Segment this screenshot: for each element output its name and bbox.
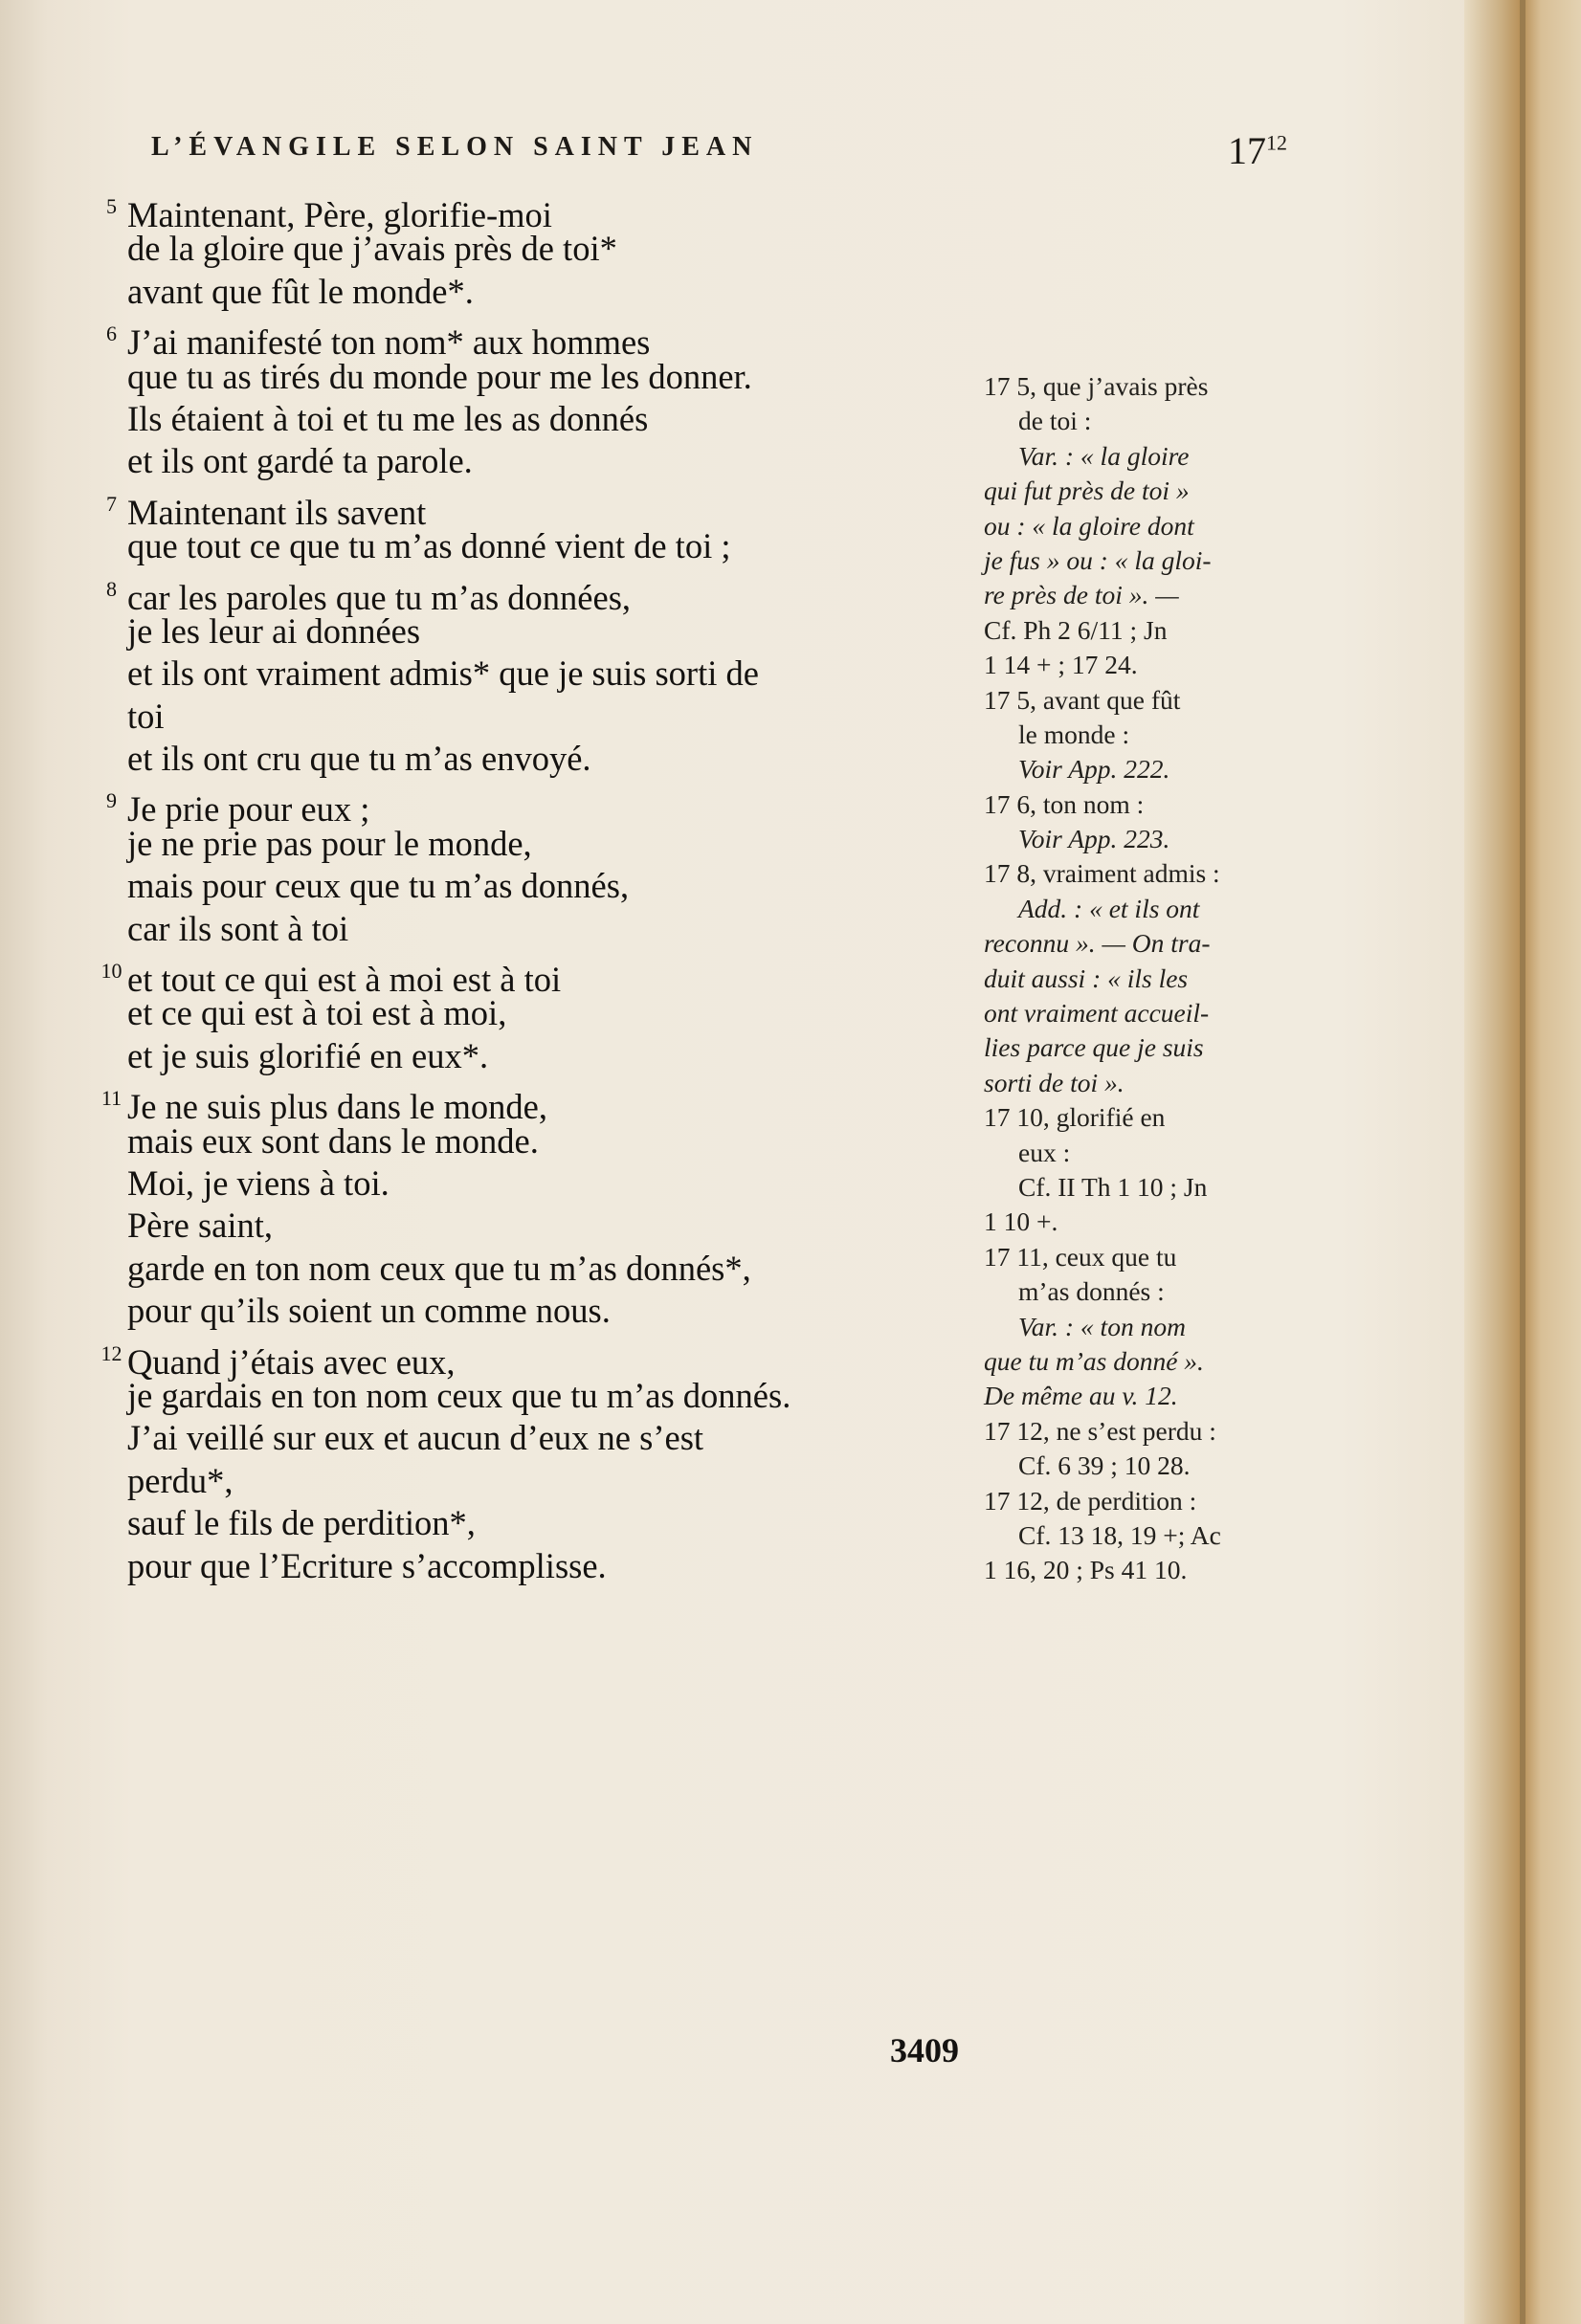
note-text: Var. : « ton nom	[1018, 1311, 1186, 1341]
verse-line	[96, 228, 976, 270]
note-line	[984, 1553, 1295, 1587]
note-text: De même au v. 12.	[984, 1381, 1178, 1411]
verse-text: et ils ont vraiment admis* que je suis sorti de	[127, 653, 759, 694]
verse-line	[96, 738, 976, 780]
verse-line	[96, 1375, 976, 1417]
note-line	[984, 613, 1295, 648]
note-text: de toi :	[1018, 406, 1092, 436]
verse-text: je gardais en ton nom ceux que tu m’as donnés.	[127, 1375, 791, 1415]
verse-line	[96, 992, 976, 1034]
note-text: 17 12, de perdition :	[984, 1485, 1197, 1516]
verse-text: car ils sont à toi	[127, 908, 349, 948]
verse-line-12	[96, 1333, 976, 1382]
verse-line-10	[96, 950, 976, 1000]
verse-line	[96, 1248, 976, 1290]
note-line	[984, 1344, 1295, 1379]
verse-text: sauf le fils de perdition*,	[127, 1503, 476, 1543]
verse-line	[96, 653, 976, 695]
verse-text: que tu as tirés du monde pour me les donner.	[127, 356, 752, 396]
note-text: lies parce que je suis	[984, 1032, 1204, 1063]
verse-line	[96, 398, 976, 440]
verse-text: Moi, je viens à toi.	[127, 1162, 390, 1203]
verse-line	[96, 1502, 976, 1544]
verse-line	[96, 271, 976, 313]
note-line	[984, 996, 1295, 1030]
note-text: sorti de toi ».	[984, 1067, 1125, 1097]
note-text: duit aussi : « ils les	[984, 963, 1189, 993]
verse-line	[96, 908, 976, 950]
note-line	[984, 1205, 1295, 1239]
note-line	[984, 1240, 1295, 1274]
verse-line-8	[96, 568, 976, 617]
verse-number: 6	[106, 321, 117, 346]
verse-number: 10	[100, 959, 122, 984]
note-line	[984, 1170, 1295, 1205]
verse-number: 7	[106, 491, 117, 516]
note-text: Cf. 13 18, 19 +; Ac	[1018, 1519, 1221, 1550]
note-text: que tu m’as donné ».	[984, 1345, 1204, 1376]
note-text: Cf. Ph 2 6/11 ; Jn	[984, 614, 1168, 645]
note-text: Voir App. 223.	[1018, 824, 1170, 854]
note-text: re près de toi ». —	[984, 580, 1179, 610]
note-text: ont vraiment accueil-	[984, 998, 1210, 1029]
note-text: ou : « la gloire dont	[984, 510, 1194, 541]
note-line	[984, 369, 1295, 404]
note-line	[984, 1449, 1295, 1483]
verse-text: Maintenant ils savent	[127, 492, 427, 532]
note-line	[984, 752, 1295, 786]
note-text: Cf. II Th 1 10 ; Jn	[1018, 1171, 1208, 1202]
note-line	[984, 856, 1295, 891]
verse-text: Quand j’étais avec eux,	[127, 1341, 456, 1382]
note-line	[984, 543, 1295, 578]
note-line	[984, 926, 1295, 961]
verse-number: 12	[100, 1340, 122, 1365]
note-line	[984, 1100, 1295, 1135]
note-text: reconnu ». — On tra-	[984, 928, 1211, 959]
note-line	[984, 892, 1295, 926]
verse-line	[96, 865, 976, 907]
note-text: 17 12, ne s’est perdu :	[984, 1415, 1216, 1446]
running-title: L’ÉVANGILE SELON SAINT JEAN	[151, 132, 759, 162]
chapter-verse-reference	[1228, 128, 1287, 173]
verse-line	[96, 1120, 976, 1162]
verse-text: J’ai veillé sur eux et aucun d’eux ne s’est	[127, 1418, 704, 1458]
verse-line	[96, 356, 976, 398]
note-text: 1 10 +.	[984, 1206, 1058, 1237]
verse-number: 9	[106, 788, 117, 813]
verse-text: de la gloire que j’avais près de toi*	[127, 229, 617, 269]
verse-line	[96, 1460, 976, 1502]
note-line	[984, 1518, 1295, 1553]
note-line	[984, 1379, 1295, 1413]
verse-text: J’ai manifesté ton nom* aux hommes	[127, 322, 651, 363]
note-line	[984, 648, 1295, 682]
verse-text: et ils ont cru que tu m’as envoyé.	[127, 739, 591, 779]
verse-number: 8	[106, 576, 117, 601]
note-line	[984, 404, 1295, 438]
note-line	[984, 822, 1295, 856]
verse-text: mais eux sont dans le monde.	[127, 1120, 539, 1161]
verse-text: et tout ce qui est à moi est à toi	[127, 960, 562, 1000]
note-text: 17 5, avant que fût	[984, 684, 1181, 715]
verse-text: toi	[127, 696, 165, 736]
verse-number: 5	[106, 194, 117, 218]
note-line	[984, 578, 1295, 612]
verse-line-11	[96, 1077, 976, 1127]
note-text: 17 5, que j’avais près	[984, 371, 1209, 401]
note-line	[984, 1274, 1295, 1309]
verse-line-9	[96, 780, 976, 830]
verse-line-7	[96, 483, 976, 532]
verse-text: je ne prie pas pour le monde,	[127, 823, 532, 863]
verse-text: Ils étaient à toi et tu me les as donnés	[127, 398, 649, 438]
verse-text: pour que l’Ecriture s’accomplisse.	[127, 1545, 607, 1585]
note-text: 17 8, vraiment admis :	[984, 858, 1220, 889]
verse-text: et ce qui est à toi est à moi,	[127, 993, 507, 1033]
note-text: je fus » ou : « la gloi-	[984, 544, 1212, 575]
note-line	[984, 1414, 1295, 1449]
verse-text: Père saint,	[127, 1206, 274, 1246]
verse-text: pour qu’ils soient un comme nous.	[127, 1291, 611, 1331]
chapter-number: 17	[1228, 129, 1266, 172]
note-line	[984, 1066, 1295, 1100]
note-text: 17 11, ceux que tu	[984, 1241, 1177, 1272]
verse-line	[96, 1417, 976, 1459]
verse-text: car les paroles que tu m’as données,	[127, 577, 632, 617]
verse-line	[96, 1290, 976, 1332]
note-text: qui fut près de toi »	[984, 476, 1190, 506]
verse-text: Maintenant, Père, glorifie-moi	[127, 195, 552, 234]
note-text: 17 6, ton nom :	[984, 788, 1145, 819]
note-line	[984, 718, 1295, 752]
note-text: Voir App. 222.	[1018, 754, 1170, 785]
note-text: Var. : « la gloire	[1018, 440, 1190, 471]
verse-line	[96, 1545, 976, 1587]
verse-text: perdu*,	[127, 1460, 234, 1500]
note-text: Cf. 6 39 ; 10 28.	[1018, 1450, 1191, 1481]
page-edge-line	[1520, 0, 1525, 2324]
verse-line-6	[96, 313, 976, 363]
verse-line	[96, 823, 976, 865]
note-line	[984, 683, 1295, 718]
note-line	[984, 962, 1295, 996]
verse-text: que tout ce que tu m’as donné vient de toi ;	[127, 526, 731, 566]
verse-number: 12	[1266, 130, 1287, 155]
note-line	[984, 787, 1295, 822]
note-text: eux :	[1018, 1137, 1071, 1167]
verse-number: 11	[100, 1086, 122, 1111]
scripture-text	[96, 186, 976, 1587]
verse-text: je les leur ai données	[127, 610, 421, 651]
verse-line	[96, 440, 976, 482]
verse-line-5	[96, 186, 976, 234]
verse-line	[96, 525, 976, 567]
note-line	[984, 1484, 1295, 1518]
verse-line	[96, 696, 976, 738]
verse-text: Je prie pour eux ;	[127, 789, 370, 830]
note-line	[984, 1310, 1295, 1344]
verse-text: et je suis glorifié en eux*.	[127, 1035, 489, 1075]
note-text: le monde :	[1018, 719, 1130, 749]
verse-text: et ils ont gardé ta parole.	[127, 441, 473, 481]
note-line	[984, 474, 1295, 508]
verse-line	[96, 1205, 976, 1247]
verse-line	[96, 1035, 976, 1077]
page-number: 3409	[890, 2031, 959, 2069]
verse-text: garde en ton nom ceux que tu m’as donnés*,	[127, 1248, 751, 1288]
verse-text: mais pour ceux que tu m’as donnés,	[127, 866, 630, 906]
verse-line	[96, 1162, 976, 1205]
marginal-notes	[984, 369, 1295, 1588]
verse-text: avant que fût le monde*.	[127, 271, 474, 311]
note-text: 1 14 + ; 17 24.	[984, 650, 1138, 680]
note-line	[984, 509, 1295, 543]
note-line	[984, 1030, 1295, 1065]
note-line	[984, 439, 1295, 474]
note-text: m’as donnés :	[1018, 1276, 1165, 1307]
note-text: 17 10, glorifié en	[984, 1102, 1166, 1133]
note-text: Add. : « et ils ont	[1018, 893, 1200, 923]
note-line	[984, 1136, 1295, 1170]
verse-text: Je ne suis plus dans le monde,	[127, 1087, 547, 1127]
note-text: 1 16, 20 ; Ps 41 10.	[984, 1555, 1188, 1585]
